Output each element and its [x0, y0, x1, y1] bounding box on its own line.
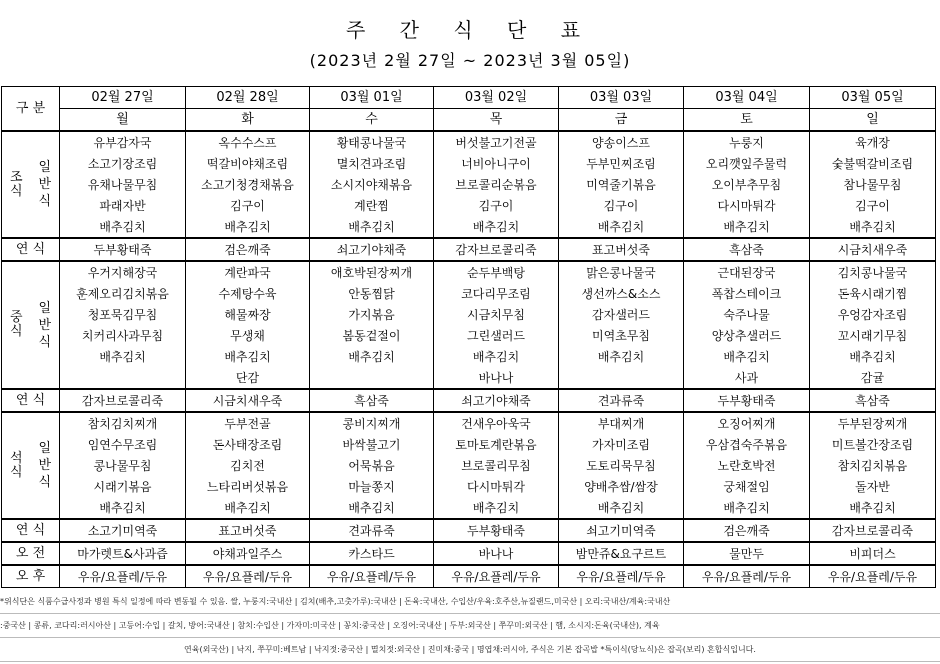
menu-item: 누룽지 — [684, 131, 810, 153]
soft-menu-item: 흑삼죽 — [810, 389, 936, 412]
table-row — [2, 346, 936, 367]
menu-item: 배추김치 — [310, 346, 434, 367]
menu-item: 옥수수스프 — [186, 131, 310, 153]
menu-item: 마늘쫑지 — [310, 476, 434, 497]
menu-item: 어묵볶음 — [310, 455, 434, 476]
soft-menu-item: 시금치새우죽 — [186, 389, 310, 412]
menu-item: 배추김치 — [559, 216, 684, 238]
menu-item: 건새우아욱국 — [434, 412, 559, 434]
menu-item: 훈제오리김치볶음 — [60, 283, 186, 304]
snack-item: 우유/요플레/두유 — [684, 565, 810, 588]
menu-item: 감자샐러드 — [559, 304, 684, 325]
day-weekday: 화 — [186, 109, 310, 132]
soft-menu-item: 흑삼죽 — [310, 389, 434, 412]
menu-item: 다시마튀각 — [684, 195, 810, 216]
menu-item: 배추김치 — [684, 497, 810, 519]
soft-menu-item: 시금치새우죽 — [810, 238, 936, 261]
menu-item: 배추김치 — [60, 216, 186, 238]
menu-item: 부대찌개 — [559, 412, 684, 434]
day-date: 02월 28일 — [186, 87, 310, 109]
menu-item: 김구이 — [810, 195, 936, 216]
footer-notes — [0, 590, 940, 662]
table-row — [2, 283, 936, 304]
menu-item: 그린샐러드 — [434, 325, 559, 346]
menu-item: 두부된장찌개 — [810, 412, 936, 434]
table-row — [2, 476, 936, 497]
footer-line: 연육(외국산) | 낙지, 쭈꾸미:베트남 | 낙지젓:중국산 | 멸치젓:외국산 | 진미채:중국 | 명엽채:러시아, 주식은 기본 잡곡밥 *특이식(당뇨식)은 잡곡(보리) 혼합식입니다. — [0, 638, 940, 662]
page-title: 주 간 식 단 표 — [345, 18, 595, 42]
soft-menu-item: 감자브로콜리죽 — [60, 389, 186, 412]
menu-period: (2023년 2월 27일 ~ 2023년 3월 05일) — [309, 51, 631, 70]
menu-item: 김치콩나물국 — [810, 261, 936, 283]
menu-item: 배추김치 — [434, 346, 559, 367]
morning-snack-label: 오 전 — [2, 542, 60, 565]
menu-item: 배추김치 — [186, 346, 310, 367]
menu-item: 오리깻잎주물럭 — [684, 153, 810, 174]
snack-item: 우유/요플레/두유 — [186, 565, 310, 588]
menu-item: 소고기청경채볶음 — [186, 174, 310, 195]
snack-item: 우유/요플레/두유 — [810, 565, 936, 588]
menu-item: 우엉감자조림 — [810, 304, 936, 325]
menu-item: 배추김치 — [60, 497, 186, 519]
menu-item: 배추김치 — [810, 497, 936, 519]
soft-menu-item: 감자브로콜리죽 — [434, 238, 559, 261]
menu-item: 양송이스프 — [559, 131, 684, 153]
menu-item: 유부감자국 — [60, 131, 186, 153]
menu-item: 소고기장조림 — [60, 153, 186, 174]
snack-item: 비피더스 — [810, 542, 936, 565]
footer-line: :중국산 | 콩류, 코다리:러시아산 | 고등어:수입 | 갈치, 방어:국내산 | 참치:수입산 | 가자미:미국산 | 꽁치:중국산 | 오징어:국내산 | 두부:외국산 | 쭈꾸미:외국산 | 햄, 소시지:돈육(국내산), 계육 — [0, 614, 940, 638]
menu-item: 배추김치 — [310, 216, 434, 238]
menu-item: 미역줄기볶음 — [559, 174, 684, 195]
menu-item: 배추김치 — [810, 346, 936, 367]
menu-item: 숯불떡갈비조림 — [810, 153, 936, 174]
menu-item: 계란찜 — [310, 195, 434, 216]
menu-item: 미트볼간장조림 — [810, 434, 936, 455]
menu-item: 배추김치 — [684, 216, 810, 238]
snack-item: 야채과일주스 — [186, 542, 310, 565]
menu-item: 버섯불고기전골 — [434, 131, 559, 153]
menu-item: 오이부추무침 — [684, 174, 810, 195]
lunch-soft-label: 연 식 — [2, 389, 60, 412]
day-date: 03월 03일 — [559, 87, 684, 109]
snack-item: 우유/요플레/두유 — [310, 565, 434, 588]
table-row — [2, 389, 936, 412]
menu-item: 김구이 — [559, 195, 684, 216]
menu-item: 브로콜리순볶음 — [434, 174, 559, 195]
soft-menu-item: 표고버섯죽 — [186, 519, 310, 542]
menu-item: 배추김치 — [186, 216, 310, 238]
menu-item: 돈육시래기찜 — [810, 283, 936, 304]
menu-item: 안동찜닭 — [310, 283, 434, 304]
menu-item: 근대된장국 — [684, 261, 810, 283]
menu-item: 바나나 — [434, 367, 559, 389]
soft-menu-item: 쇠고기미역죽 — [559, 519, 684, 542]
menu-item: 너비아니구이 — [434, 153, 559, 174]
header-gubun: 구 분 — [2, 87, 60, 132]
menu-item: 순두부백탕 — [434, 261, 559, 283]
menu-item: 시금치무침 — [434, 304, 559, 325]
menu-item — [60, 367, 186, 389]
table-row — [2, 238, 936, 261]
soft-menu-item: 견과류죽 — [310, 519, 434, 542]
menu-item: 바싹불고기 — [310, 434, 434, 455]
day-weekday: 목 — [434, 109, 559, 132]
menu-item: 궁채절임 — [684, 476, 810, 497]
table-row — [2, 216, 936, 238]
menu-item: 노란호박전 — [684, 455, 810, 476]
menu-item: 배추김치 — [684, 346, 810, 367]
table-row — [2, 261, 936, 283]
footer-line: *위식단은 식품수급사정과 병원 특식 일정에 따라 변동될 수 있음. 쌀, 누룽지:국내산 | 김치(배추,고춧가루):국내산 | 돈육:국내산, 수입산/우육:호주산,뉴질랜드,미국산 | 오리:국내산/계육:국내산 — [0, 590, 940, 614]
day-date: 03월 01일 — [310, 87, 434, 109]
snack-item: 밤만쥬&요구르트 — [559, 542, 684, 565]
menu-item: 돌자반 — [810, 476, 936, 497]
menu-item: 다시마튀각 — [434, 476, 559, 497]
menu-item: 코다리무조림 — [434, 283, 559, 304]
dinner-general-label: 일 반 식 — [31, 412, 60, 519]
day-weekday: 금 — [559, 109, 684, 132]
menu-item: 배추김치 — [434, 216, 559, 238]
menu-item: 미역초무침 — [559, 325, 684, 346]
menu-item: 배추김치 — [810, 216, 936, 238]
menu-item: 우삼겹숙주볶음 — [684, 434, 810, 455]
menu-item: 양배추쌈/쌈장 — [559, 476, 684, 497]
menu-item: 파래자반 — [60, 195, 186, 216]
menu-item: 오징어찌개 — [684, 412, 810, 434]
menu-item: 참치김치볶음 — [810, 455, 936, 476]
menu-item: 도토리묵무침 — [559, 455, 684, 476]
soft-menu-item: 소고기미역죽 — [60, 519, 186, 542]
soft-menu-item: 두부황태죽 — [434, 519, 559, 542]
menu-item: 배추김치 — [434, 497, 559, 519]
snack-item: 우유/요플레/두유 — [60, 565, 186, 588]
menu-item: 양상추샐러드 — [684, 325, 810, 346]
soft-menu-item: 쇠고기야채죽 — [310, 238, 434, 261]
menu-item: 유채나물무침 — [60, 174, 186, 195]
table-row — [2, 325, 936, 346]
day-weekday: 토 — [684, 109, 810, 132]
day-date: 02월 27일 — [60, 87, 186, 109]
soft-menu-item: 검은깨죽 — [186, 238, 310, 261]
menu-item: 김치전 — [186, 455, 310, 476]
table-row — [2, 412, 936, 434]
menu-item: 멸치견과조림 — [310, 153, 434, 174]
menu-item: 봄동겉절이 — [310, 325, 434, 346]
soft-menu-item: 쇠고기야채죽 — [434, 389, 559, 412]
table-row — [2, 519, 936, 542]
soft-menu-item: 감자브로콜리죽 — [810, 519, 936, 542]
menu-item: 토마토계란볶음 — [434, 434, 559, 455]
menu-item: 참나물무침 — [810, 174, 936, 195]
table-row — [2, 565, 936, 588]
menu-item: 치커리사과무침 — [60, 325, 186, 346]
menu-item: 계란파국 — [186, 261, 310, 283]
menu-item: 가지볶음 — [310, 304, 434, 325]
menu-item: 생선까스&소스 — [559, 283, 684, 304]
menu-item: 떡갈비야채조림 — [186, 153, 310, 174]
table-row — [2, 455, 936, 476]
menu-item: 김구이 — [186, 195, 310, 216]
soft-menu-item: 표고버섯죽 — [559, 238, 684, 261]
menu-item: 단감 — [186, 367, 310, 389]
snack-item: 물만두 — [684, 542, 810, 565]
lunch-general-label: 일 반 식 — [31, 261, 60, 389]
menu-item: 무생채 — [186, 325, 310, 346]
snack-item: 바나나 — [434, 542, 559, 565]
dinner-label: 석 식 — [2, 412, 31, 519]
menu-item: 해물짜장 — [186, 304, 310, 325]
menu-item — [310, 367, 434, 389]
day-weekday: 일 — [810, 109, 936, 132]
menu-item: 청포묵김무침 — [60, 304, 186, 325]
afternoon-snack-label: 오 후 — [2, 565, 60, 588]
day-weekday: 수 — [310, 109, 434, 132]
menu-item: 콩나물무침 — [60, 455, 186, 476]
menu-item: 감귤 — [810, 367, 936, 389]
menu-item: 배추김치 — [310, 497, 434, 519]
menu-item: 두부전골 — [186, 412, 310, 434]
table-row — [2, 304, 936, 325]
menu-item: 숙주나물 — [684, 304, 810, 325]
menu-item: 배추김치 — [559, 346, 684, 367]
soft-menu-item: 두부황태죽 — [60, 238, 186, 261]
breakfast-general-label: 일 반 식 — [31, 131, 60, 238]
menu-item: 사과 — [684, 367, 810, 389]
weekly-menu-table — [1, 86, 936, 588]
menu-item: 맑은콩나물국 — [559, 261, 684, 283]
menu-item: 배추김치 — [186, 497, 310, 519]
table-row — [2, 542, 936, 565]
menu-item: 브로콜리무침 — [434, 455, 559, 476]
table-row — [2, 367, 936, 389]
snack-item: 마가렛트&사과즙 — [60, 542, 186, 565]
soft-menu-item: 흑삼죽 — [684, 238, 810, 261]
soft-menu-item: 검은깨죽 — [684, 519, 810, 542]
menu-item: 우거지해장국 — [60, 261, 186, 283]
menu-item: 꼬시래기무침 — [810, 325, 936, 346]
menu-item: 두부민찌조림 — [559, 153, 684, 174]
menu-item: 애호박된장찌개 — [310, 261, 434, 283]
menu-item — [559, 367, 684, 389]
table-row — [2, 434, 936, 455]
snack-item: 카스타드 — [310, 542, 434, 565]
menu-item: 육개장 — [810, 131, 936, 153]
menu-item: 배추김치 — [559, 497, 684, 519]
table-row — [2, 109, 936, 132]
menu-item: 수제탕수육 — [186, 283, 310, 304]
dinner-soft-label: 연 식 — [2, 519, 60, 542]
menu-item: 배추김치 — [60, 346, 186, 367]
menu-item: 느타리버섯볶음 — [186, 476, 310, 497]
table-row — [2, 195, 936, 216]
day-date: 03월 05일 — [810, 87, 936, 109]
menu-item: 돈사태장조림 — [186, 434, 310, 455]
lunch-label: 중 식 — [2, 261, 31, 389]
day-date: 03월 04일 — [684, 87, 810, 109]
menu-item: 참치김치찌개 — [60, 412, 186, 434]
menu-item: 김구이 — [434, 195, 559, 216]
day-date: 03월 02일 — [434, 87, 559, 109]
soft-menu-item: 두부황태죽 — [684, 389, 810, 412]
breakfast-soft-label: 연 식 — [2, 238, 60, 261]
menu-item: 소시지야채볶음 — [310, 174, 434, 195]
menu-item: 임연수무조림 — [60, 434, 186, 455]
day-weekday: 월 — [60, 109, 186, 132]
menu-item: 시래기볶음 — [60, 476, 186, 497]
table-row — [2, 497, 936, 519]
table-row — [2, 131, 936, 153]
menu-item: 가자미조림 — [559, 434, 684, 455]
table-row — [2, 153, 936, 174]
snack-item: 우유/요플레/두유 — [434, 565, 559, 588]
table-row — [2, 87, 936, 109]
breakfast-label: 조 식 — [2, 131, 31, 238]
menu-item: 황태콩나물국 — [310, 131, 434, 153]
menu-item: 폭찹스테이크 — [684, 283, 810, 304]
soft-menu-item: 견과류죽 — [559, 389, 684, 412]
snack-item: 우유/요플레/두유 — [559, 565, 684, 588]
menu-item: 콩비지찌개 — [310, 412, 434, 434]
table-row — [2, 174, 936, 195]
